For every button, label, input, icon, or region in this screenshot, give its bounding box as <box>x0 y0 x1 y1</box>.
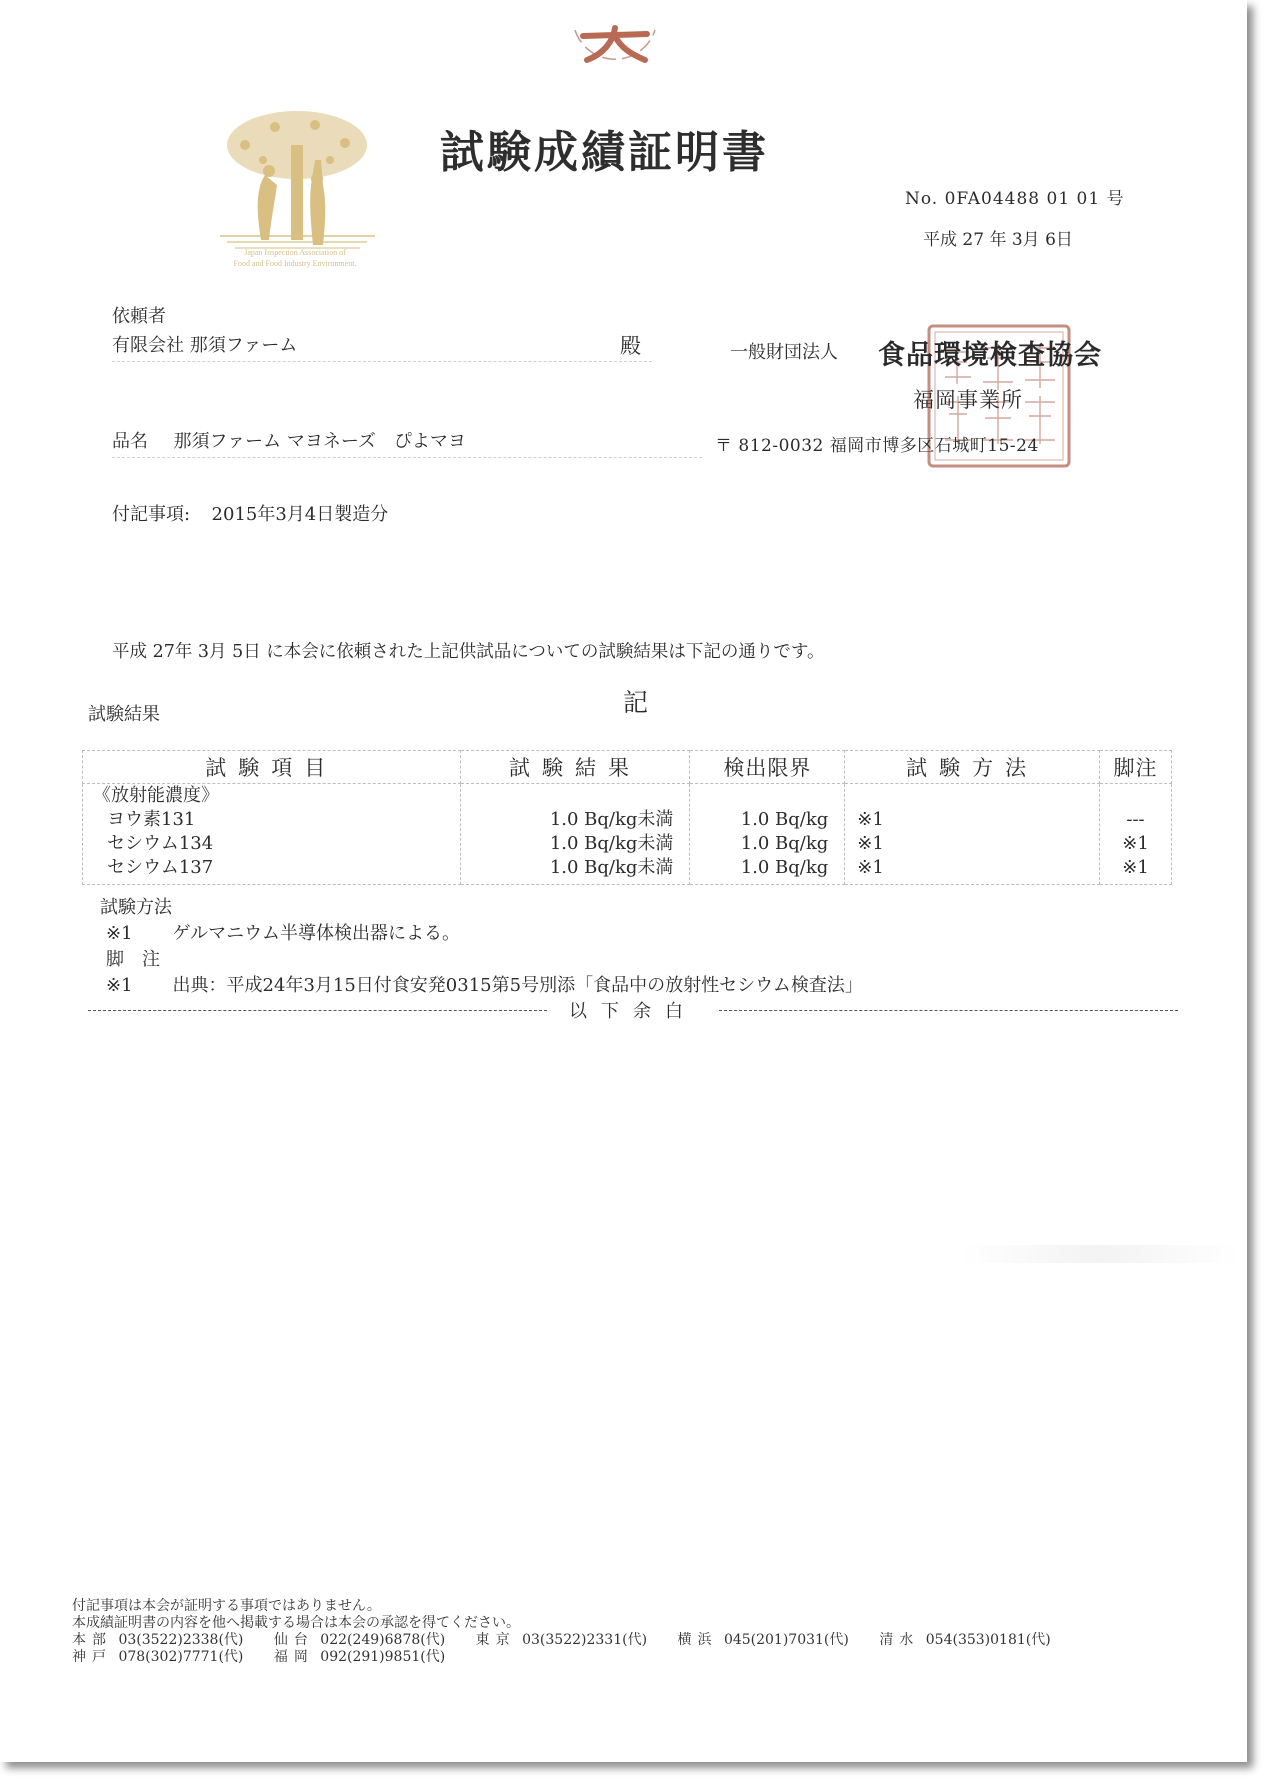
office-contact: 仙台 022(249)6878(代) <box>273 1632 446 1648</box>
item-cell: セシウム134 <box>107 833 214 854</box>
document-number: No. 0FA04488 01 01 号 <box>905 189 1125 209</box>
method-note <box>100 921 863 947</box>
remarks-value: 2015年3月4日製造分 <box>211 504 389 525</box>
office-contact: 本部 03(3522)2338(代) <box>72 1632 244 1648</box>
category-label: 《放射能濃度》 <box>93 785 219 806</box>
faint-scan-mark <box>960 1245 1240 1263</box>
issue-date: 平成 27 年 3月 6日 <box>923 230 1073 250</box>
header-footnote: 脚注 <box>1100 751 1172 784</box>
results-table <box>82 750 1172 885</box>
method-column <box>845 784 1100 885</box>
limit-cell: 1.0 Bq/kg <box>740 809 829 830</box>
result-cell: 1.0 Bq/kg未満 <box>549 833 674 854</box>
end-marker <box>88 997 1178 1023</box>
product-label: 品名 <box>112 431 148 452</box>
issuer-office: 福岡事業所 <box>913 388 1023 412</box>
item-column <box>83 784 461 885</box>
header-method: 試験方法 <box>845 751 1100 784</box>
method-cell: ※1 <box>857 833 884 854</box>
issuer-org-name: 食品環境検査協会 <box>878 340 1102 371</box>
remarks <box>112 500 388 526</box>
logo-caption-line1: Japan Inspection Association of <box>244 248 346 257</box>
table-body <box>83 784 1172 885</box>
footer <box>72 1598 1077 1666</box>
method-cell: ※1 <box>857 809 884 830</box>
footer-offices-row <box>72 1649 1077 1666</box>
client-name-field <box>112 331 652 362</box>
header-result: 試験結果 <box>460 751 690 784</box>
methods-label: 試験方法 <box>100 897 172 918</box>
header-item: 試験項目 <box>83 751 461 784</box>
methods-and-footnotes <box>100 895 863 999</box>
issuer-address: 〒 812-0032 福岡市博多区石城町15-24 <box>715 436 1039 456</box>
footnote-cell: --- <box>1126 809 1145 830</box>
end-marker-text: 以下余白 <box>569 1001 697 1022</box>
statement-text: 平成 27年 3月 5日 に本会に依頼された上記供試品についての試験結果は下記の通りです。 <box>112 642 825 662</box>
office-contact: 福岡 092(291)9851(代) <box>273 1649 446 1665</box>
office-contact: 横浜 045(201)7031(代) <box>677 1632 849 1648</box>
client-honorific: 殿 <box>620 334 641 358</box>
footnote-column <box>1100 784 1172 885</box>
footer-note: 付記事項は本会が証明する事項ではありません。 <box>72 1598 381 1614</box>
divider <box>719 1010 1178 1011</box>
logo-caption <box>200 247 390 269</box>
document-title: 試験成績証明書 <box>440 127 769 178</box>
office-contact: 清水 054(353)0181(代) <box>879 1632 1051 1648</box>
result-cell: 1.0 Bq/kg未満 <box>549 857 674 878</box>
item-cell: セシウム137 <box>107 857 214 878</box>
footnote-note-mark: ※1 <box>106 975 133 996</box>
results-label: 試験結果 <box>88 704 160 725</box>
remarks-label: 付記事項: <box>112 504 191 525</box>
product-field <box>112 427 702 458</box>
footnote-note <box>100 973 863 999</box>
item-cell: ヨウ素131 <box>107 809 196 830</box>
product-name: 那須ファーム マヨネーズ ぴよマヨ <box>173 431 466 452</box>
method-note-text: ゲルマニウム半導体検出器による。 <box>172 923 461 944</box>
office-contact: 神戸 078(302)7771(代) <box>72 1649 244 1665</box>
footer-note: 本成績証明書の内容を他へ掲載する場合は本会の承認を得てください。 <box>72 1615 520 1631</box>
divider <box>88 1010 547 1011</box>
method-cell: ※1 <box>857 857 884 878</box>
footnotes-label: 脚 注 <box>106 949 160 970</box>
office-contact: 東京 03(3522)2331(代) <box>475 1632 648 1648</box>
limit-column <box>690 784 845 885</box>
seal-stamp-icon <box>565 22 665 80</box>
footnote-cell: ※1 <box>1122 833 1149 854</box>
method-note-mark: ※1 <box>106 923 133 944</box>
logo-caption-line2: Food and Food Industry Environment. <box>233 259 357 268</box>
ki-heading: 記 <box>623 688 649 717</box>
client-label: 依頼者 <box>112 306 166 327</box>
header-limit: 検出限界 <box>690 751 845 784</box>
client-name: 有限会社 那須ファーム <box>112 335 298 356</box>
footnote-cell: ※1 <box>1122 857 1149 878</box>
footnote-note-text: 出典：平成24年3月15日付食安発0315第5号別添「食品中の放射性セシウム検査法」 <box>172 975 863 996</box>
result-cell: 1.0 Bq/kg未満 <box>549 809 674 830</box>
result-column <box>460 784 690 885</box>
limit-cell: 1.0 Bq/kg <box>740 833 829 854</box>
table-header-row <box>83 751 1172 784</box>
footer-offices-row <box>72 1632 1077 1649</box>
issuer-org-type: 一般財団法人 <box>730 342 838 363</box>
limit-cell: 1.0 Bq/kg <box>740 857 829 878</box>
